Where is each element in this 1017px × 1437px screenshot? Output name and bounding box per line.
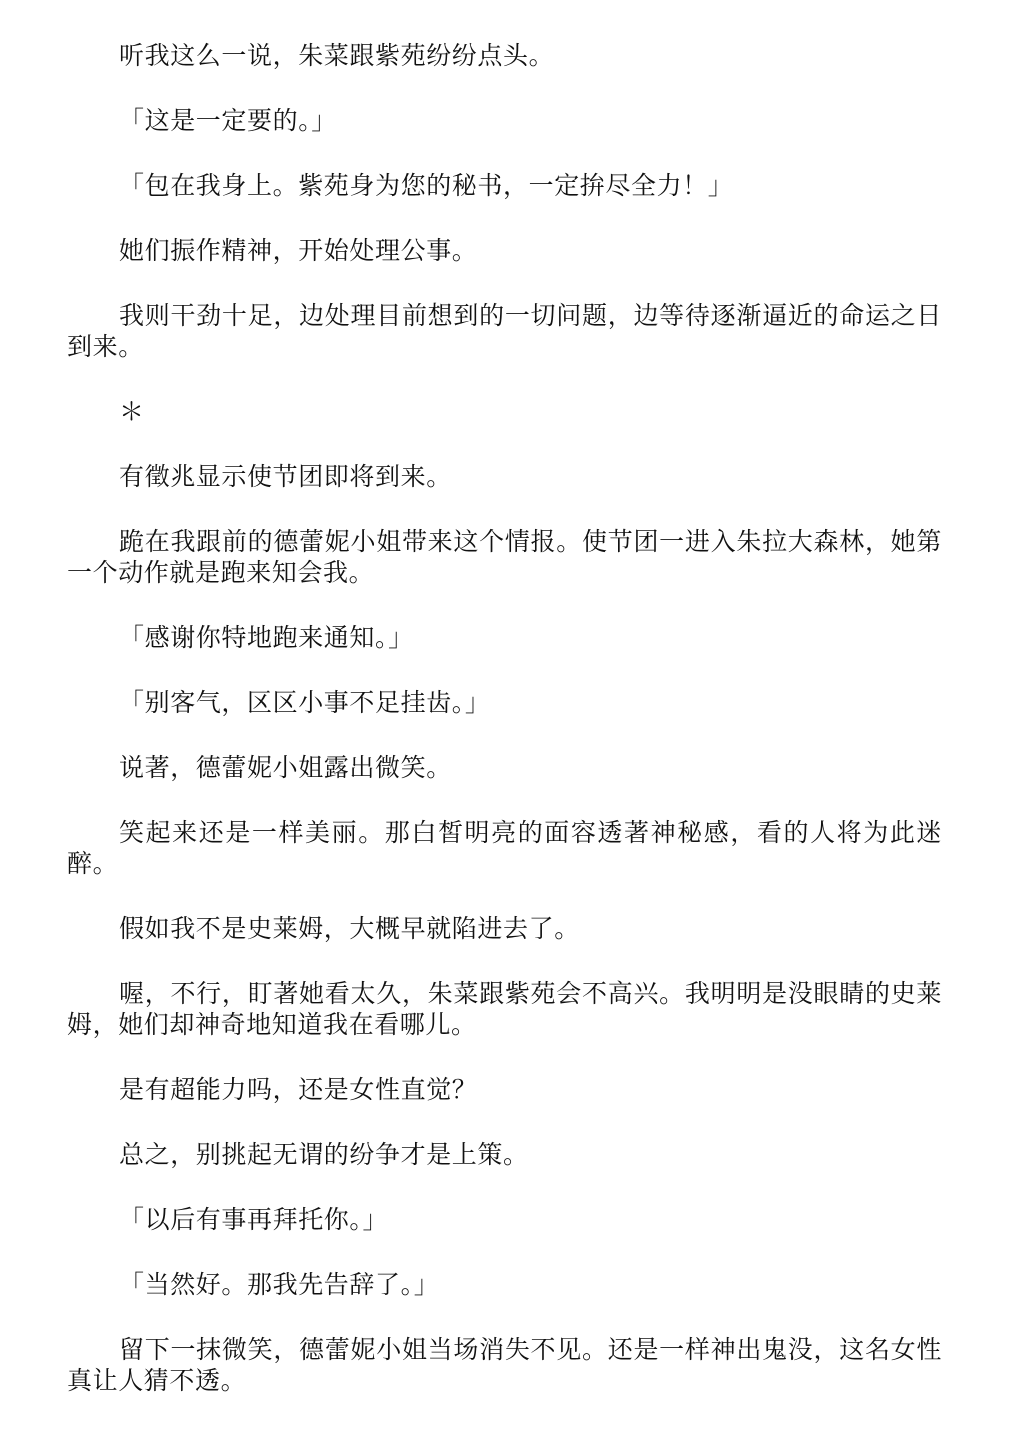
paragraph: 她们振作精神，开始处理公事。 (119, 236, 478, 265)
paragraph: 笑起来还是一样美丽。那白皙明亮的面容透著神秘感，看的人将为此迷醉。 (67, 818, 942, 878)
paragraph: 「以后有事再拜托你。」 (119, 1205, 389, 1234)
paragraph: 有徵兆显示使节团即将到来。 (119, 462, 452, 491)
paragraph: 喔，不行，盯著她看太久，朱菜跟紫苑会不高兴。我明明是没眼睛的史莱姆，她们却神奇地知道我在看哪儿。 (67, 979, 942, 1039)
paragraph: 是有超能力吗，还是女性直觉？ (119, 1075, 478, 1104)
paragraph: 说著，德蕾妮小姐露出微笑。 (119, 753, 452, 782)
paragraph: 总之，别挑起无谓的纷争才是上策。 (119, 1140, 529, 1169)
paragraph: 「这是一定要的。」 (119, 106, 337, 135)
paragraph: 听我这么一说，朱菜跟紫苑纷纷点头。 (119, 41, 555, 70)
scene-break: ＊ (119, 397, 145, 426)
paragraph: 「当然好。那我先告辞了。」 (119, 1270, 440, 1299)
paragraph: 「包在我身上。紫苑身为您的秘书，一定拚尽全力！」 (119, 171, 734, 200)
text-body (67, 40, 942, 1430)
paragraph: 「别客气，区区小事不足挂齿。」 (119, 688, 491, 717)
paragraph: 跪在我跟前的德蕾妮小姐带来这个情报。使节团一进入朱拉大森林，她第一个动作就是跑来知会我。 (67, 527, 942, 587)
paragraph: 我则干劲十足，边处理目前想到的一切问题，边等待逐渐逼近的命运之日到来。 (67, 301, 942, 361)
paragraph: 留下一抹微笑，德蕾妮小姐当场消失不见。还是一样神出鬼没，这名女性真让人猜不透。 (67, 1335, 942, 1395)
paragraph: 假如我不是史莱姆，大概早就陷进去了。 (119, 914, 580, 943)
paragraph: 「感谢你特地跑来通知。」 (119, 623, 414, 652)
